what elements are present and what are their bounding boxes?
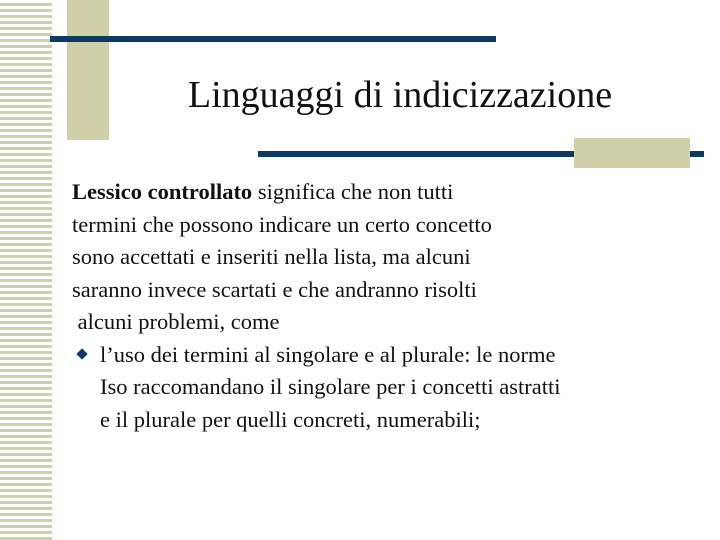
bullet-item bbox=[72, 339, 702, 437]
bold-lead-term: Lessico controllato bbox=[72, 179, 253, 204]
slide-title: Linguaggi di indicizzazione bbox=[187, 74, 613, 116]
bullet-line-1: l’uso dei termini al singolare e al plurale: le norme bbox=[100, 341, 556, 367]
bullet-line-3: e il plurale per quelli concreti, numerabili; bbox=[100, 406, 481, 432]
body-line-5: alcuni problemi, come bbox=[72, 309, 280, 334]
body-line-4: saranno invece scartati e che andranno risolti bbox=[72, 276, 477, 302]
title-bar-top bbox=[50, 36, 496, 42]
decorative-stripes bbox=[0, 0, 52, 540]
decorative-tan-block-top bbox=[67, 0, 109, 140]
body-line-3: sono accettati e inseriti nella lista, ma alcuni bbox=[72, 244, 471, 269]
decorative-tan-block-bottom bbox=[574, 138, 690, 168]
body-line-1 bbox=[72, 176, 702, 209]
diamond-bullet-icon bbox=[76, 348, 87, 359]
body-line-1-rest: significa che non tutti bbox=[252, 179, 454, 204]
bullet-line-2: Iso raccomandano il singolare per i concetti astratti bbox=[100, 374, 561, 399]
body-line-2: termini che possono indicare un certo concetto bbox=[72, 211, 492, 237]
slide-body bbox=[72, 176, 702, 436]
